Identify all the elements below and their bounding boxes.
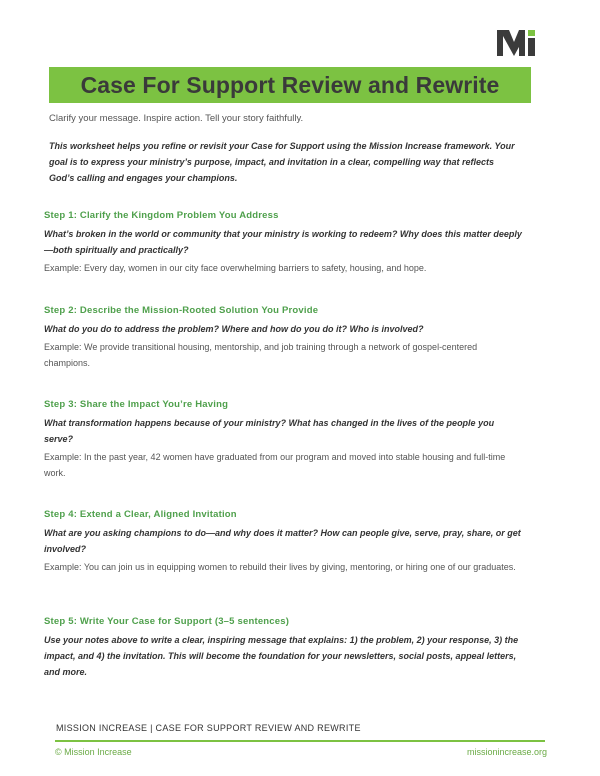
- intro-text: This worksheet helps you refine or revisit your Case for Support using the Mission Increase framework. Your goal is to express your ministry’s purpose, impact, and invitation in a clear, compelling way that reflects God’s calling and engages your champions.: [49, 141, 515, 183]
- step-1: [44, 210, 522, 276]
- step-example: Example: We provide transitional housing, mentorship, and job training through a network of gospel-centered champions.: [44, 342, 478, 368]
- page-title: Case For Support Review and Rewrite: [80, 71, 500, 98]
- step-heading: Step 4: Extend a Clear, Aligned Invitation: [44, 509, 237, 520]
- step-example: Example: In the past year, 42 women have graduated from our program and moved into stable housing and full-time work.: [44, 452, 506, 478]
- title-banner: [49, 67, 531, 103]
- step-example: Example: You can join us in equipping women to rebuild their lives by giving, mentoring, or hiring one of our graduates.: [44, 562, 516, 572]
- step-5: [44, 616, 522, 680]
- step-heading: Step 5: Write Your Case for Support (3–5 sentences): [44, 616, 290, 627]
- intro-paragraph: [49, 138, 519, 186]
- footer-copyright: © Mission Increase: [55, 747, 132, 757]
- footer-divider: [55, 740, 545, 742]
- step-question: What’s broken in the world or community that your ministry is working to redeem? Why does this matter deeply—both spiritually and practically?: [44, 229, 522, 255]
- footer-label: MISSION INCREASE | CASE FOR SUPPORT REVIEW AND REWRITE: [56, 723, 361, 733]
- footer-website-link[interactable]: missionincrease.org: [466, 747, 547, 757]
- step-question: Use your notes above to write a clear, inspiring message that explains: 1) the problem, 2) your response, 3) the impact, and 4) the invitation. This will become the foundation for your newsletters, social posts, appeal letters, and more.: [44, 635, 519, 677]
- step-question: What are you asking champions to do—and why does it matter? How can people give, serve, pray, share, or get involved?: [44, 528, 521, 554]
- tagline: Clarify your message. Inspire action. Tell your story faithfully.: [49, 113, 304, 124]
- step-heading: Step 3: Share the Impact You’re Having: [44, 399, 229, 410]
- step-4: [44, 509, 522, 575]
- step-heading: Step 1: Clarify the Kingdom Problem You Address: [44, 210, 279, 221]
- step-3: [44, 399, 522, 481]
- step-2: [44, 305, 522, 371]
- step-heading: Step 2: Describe the Mission-Rooted Solution You Provide: [44, 305, 319, 316]
- step-question: What do you do to address the problem? Where and how do you do it? Who is involved?: [44, 324, 424, 334]
- step-question: What transformation happens because of your ministry? What has changed in the lives of the people you serve?: [44, 418, 495, 444]
- mission-increase-logo: [497, 30, 537, 56]
- step-example: Example: Every day, women in our city face overwhelming barriers to safety, housing, and hope.: [44, 263, 427, 273]
